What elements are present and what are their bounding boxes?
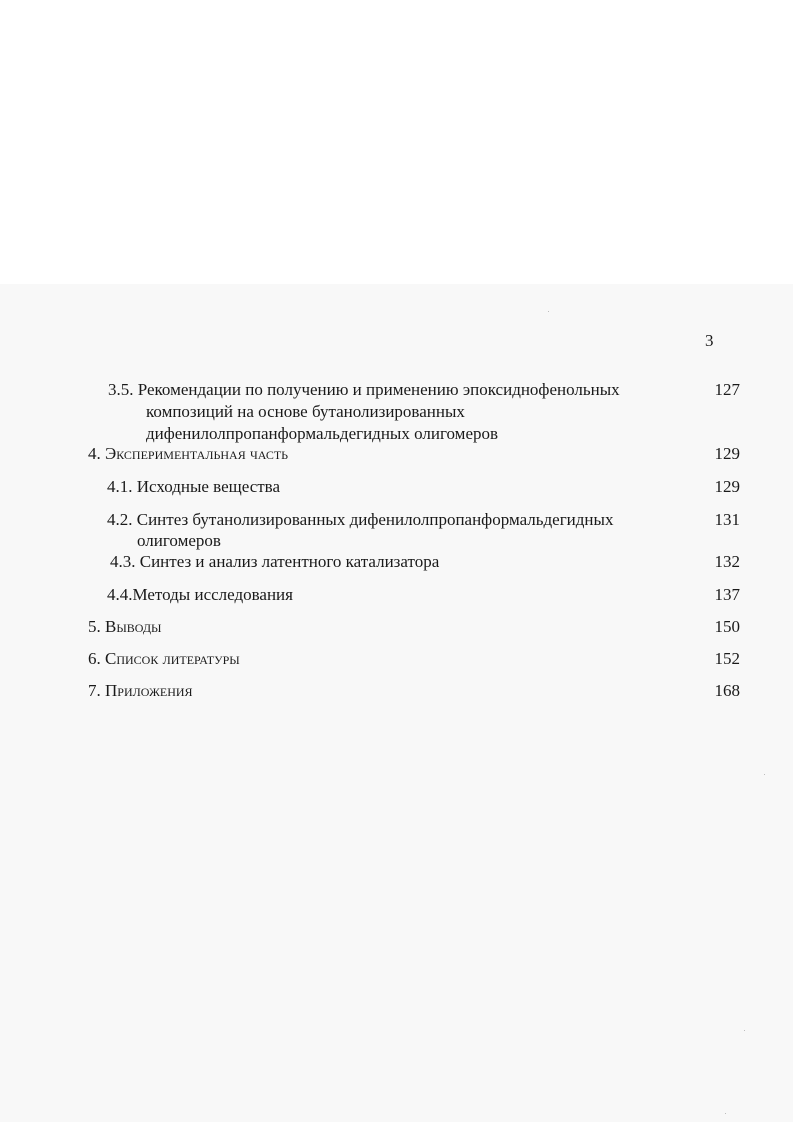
toc-entry-7-title: Приложения [105,681,193,700]
toc-entry-5-page: 150 [714,617,740,636]
toc-entry-4-4: 4.4.Методы исследования [107,585,293,604]
toc-entry-4-2-title-line-2: олигомеров [137,531,221,550]
toc-entry-4-3 [110,551,439,572]
toc-entry-4-2-number: 4.2. [107,510,133,529]
toc-entry-3-5-page: 127 [714,380,740,399]
toc-entry-3-5-number: 3.5. [108,380,134,399]
scan-speck [764,774,765,775]
scan-speck [548,311,549,312]
toc-entry-6-number: 6. [88,649,101,668]
toc-entry-4-page: 129 [714,444,740,463]
toc-entry-6-page: 152 [714,649,740,668]
toc-entry-4-2-page: 131 [714,510,740,529]
toc-entry-4-1-title: Исходные вещества [136,477,281,496]
toc-entry-3-5-title-line-3: дифенилолпропанформальдегидных олигомеров [146,424,499,443]
toc-entry-7-number: 7. [88,681,101,700]
toc-entry-4-1-page: 129 [714,477,740,496]
page-number: 3 [705,331,714,350]
toc-entry-6 [88,648,240,669]
toc-entry-5-title: Выводы [105,617,162,636]
toc-entry-4-1 [107,476,280,497]
scan-speck [744,1030,745,1031]
toc-entry-4-3-page: 132 [714,552,740,571]
toc-entry-6-title: Список литературы [105,649,240,668]
toc-entry-4-title: Экспериментальная часть [105,444,289,463]
toc-entry-3-5-line-1 [108,379,620,400]
toc-entry-7-page: 168 [714,681,740,700]
toc-entry-3-5-title-line-2: композиций на основе бутанолизированных [146,402,465,421]
toc-entry-3-5-title-line-1: Рекомендации по получению и применению эпоксиднофенольных [137,380,620,399]
toc-entry-4-4-page: 137 [714,585,740,604]
toc-entry-4-3-title: Синтез и анализ латентного катализатора [139,552,440,571]
toc-entry-4-2-line-1 [107,509,613,530]
scan-speck [725,1113,726,1114]
toc-entry-4 [88,443,288,464]
toc-entry-5-number: 5. [88,617,101,636]
toc-entry-5 [88,616,162,637]
toc-entry-4-3-number: 4.3. [110,552,136,571]
toc-entry-7 [88,680,193,701]
toc-entry-4-2-title-line-1: Синтез бутанолизированных дифенилолпропанформальдегидных [136,510,614,529]
toc-entry-4-number: 4. [88,444,101,463]
toc-entry-4-1-number: 4.1. [107,477,133,496]
